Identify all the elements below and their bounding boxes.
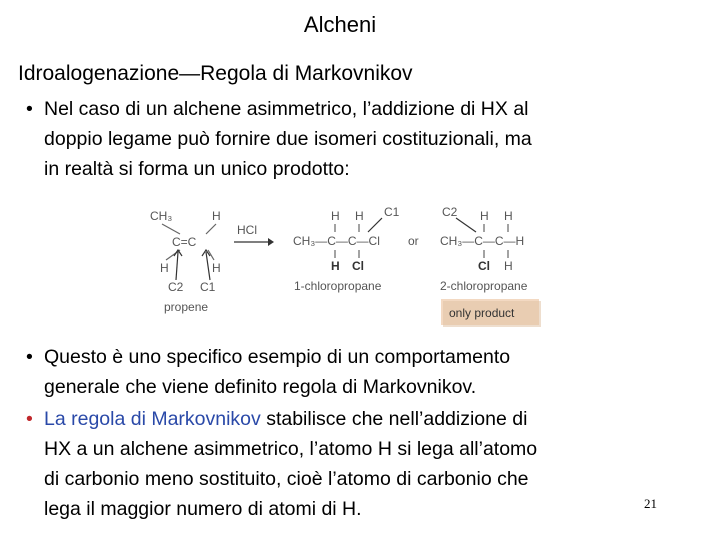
or-label: or — [408, 234, 419, 248]
reactant-ch3: CH₃ — [150, 209, 173, 223]
arrow-c1 — [206, 252, 210, 280]
bullet-marker: • — [26, 346, 33, 368]
product2-h3: H — [504, 259, 513, 273]
reactant-c2-label: C2 — [168, 280, 184, 294]
arrow-c2 — [176, 252, 178, 280]
bullet-marker: • — [26, 408, 33, 430]
bullet-marker: • — [26, 98, 33, 120]
reactant-h-top: H — [212, 209, 221, 223]
reactant-cc: C=C — [172, 235, 197, 249]
product2-h1: H — [480, 209, 489, 223]
bullet-1 — [26, 94, 690, 184]
product2-c2-label: C2 — [442, 205, 458, 219]
product1-h2: H — [355, 209, 364, 223]
markovnikov-rule-highlight: La regola di Markovnikov — [44, 408, 261, 430]
product1-name: 1-chloropropane — [294, 279, 382, 293]
bullet-3 — [26, 404, 690, 524]
markovnikov-reaction-scheme — [140, 198, 560, 332]
product2-chain: CH₃—C—C—H — [440, 234, 525, 248]
bullet-2-line-2: generale che viene definito regola di Markovnikov. — [44, 376, 477, 398]
product1-h3: H — [331, 259, 340, 273]
bond — [162, 224, 180, 234]
product2-h2: H — [504, 209, 513, 223]
reactant-name: propene — [164, 300, 209, 314]
reactant-h-right: H — [212, 261, 221, 275]
product2-name: 2-chloropropane — [440, 279, 528, 293]
page-number: 21 — [644, 496, 657, 511]
product1-c1-label: C1 — [384, 205, 400, 219]
bullet-2 — [26, 342, 690, 402]
product1-h1: H — [331, 209, 340, 223]
slide-subtitle: Idroalogenazione—Regola di Markovnikov — [18, 62, 413, 85]
bullet-3-line-2: HX a un alchene asimmetrico, l’atomo H si lega all’atomo — [44, 438, 538, 460]
reactant-c1-label: C1 — [200, 280, 216, 294]
slide-title: Alcheni — [303, 12, 377, 37]
bullet-3-line-4: lega il maggior numero di atomi di H. — [44, 498, 362, 520]
bullet-1-line-2: doppio legame può fornire due isomeri costituzionali, ma — [44, 128, 532, 150]
reactant-h-left: H — [160, 261, 169, 275]
reagent-label: HCl — [237, 223, 257, 237]
reaction-arrowhead — [268, 238, 274, 246]
bullet-1-line-3: in realtà si forma un unico prodotto: — [44, 158, 350, 180]
bullet-1-line-1: Nel caso di un alchene asimmetrico, l’addizione di HX al — [44, 98, 529, 120]
bullet-2-line-1: Questo è uno specifico esempio di un comportamento — [44, 346, 511, 368]
product1-chain: CH₃—C—C—Cl — [293, 234, 380, 248]
arrow-product1 — [368, 218, 382, 232]
bullet-3-line-3: di carbonio meno sostituito, cioè l’atomo di carbonio che — [44, 468, 529, 490]
only-product-label: only product — [449, 306, 515, 320]
bullet-3-line-1: stabilisce che nell’addizione di — [260, 408, 528, 430]
product1-cl: Cl — [352, 259, 364, 273]
arrow-product2 — [456, 218, 476, 232]
bond — [206, 224, 216, 234]
product2-cl: Cl — [478, 259, 490, 273]
